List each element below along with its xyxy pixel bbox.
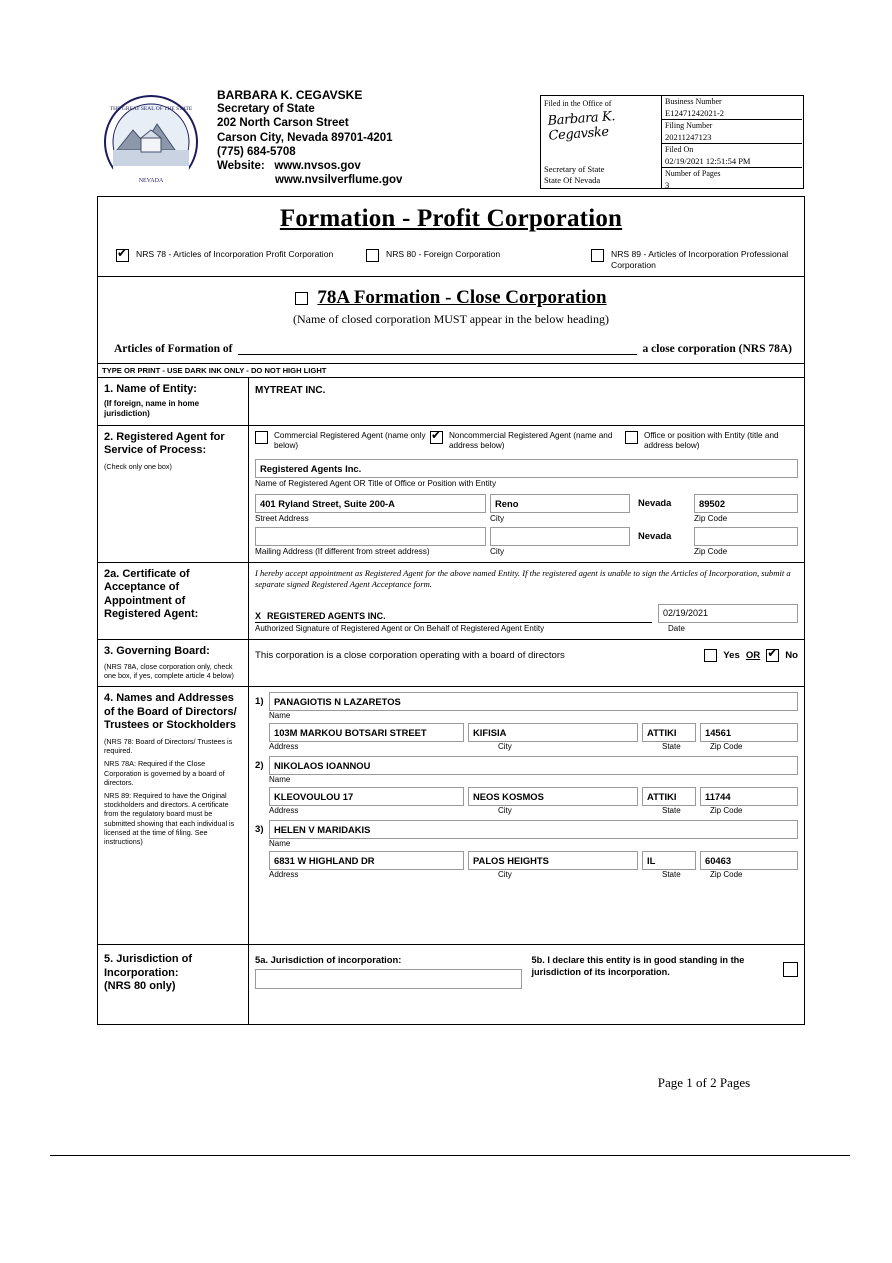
governing-board-question: This corporation is a close corporation operating with a board of directors	[255, 649, 565, 661]
section-3-label-column	[98, 640, 249, 687]
section-1-heading: 1. Name of Entity:	[104, 383, 197, 395]
secretary-name: BARBARA K. CEGAVSKE	[217, 88, 363, 102]
director-zip-input[interactable]: 60463	[700, 851, 798, 870]
good-standing-checkbox[interactable]	[783, 962, 798, 977]
section-2-value-column	[249, 426, 804, 562]
filed-on-label: Filed On	[665, 145, 694, 154]
section-2	[98, 426, 804, 563]
governing-board-no-checkbox[interactable]	[766, 649, 779, 662]
commercial-agent-label: Commercial Registered Agent (name only below)	[274, 430, 426, 450]
section-4-note-2: NRS 78A: Required if the Close Corporation is governed by a board of directors.	[104, 759, 225, 787]
agency-block	[217, 88, 402, 187]
section-5-subheading: (NRS 80 only)	[104, 980, 176, 993]
signature-caption: Authorized Signature of Registered Agent or On Behalf of Registered Agent Entity	[255, 623, 545, 633]
filed-on-value: 02/19/2021 12:51:54 PM	[665, 155, 751, 166]
filing-stamp-right	[662, 96, 802, 188]
section-2-label-column	[98, 426, 249, 562]
director-zip-caption: Zip Code	[710, 870, 743, 880]
agency-phone: (775) 684-5708	[217, 145, 296, 158]
section-5	[98, 945, 804, 1024]
director-city-caption: City	[498, 806, 512, 816]
agent-mailing-zip-caption: Zip Code	[694, 546, 728, 556]
agent-mailing-state-value: Nevada	[634, 527, 690, 544]
director-city-input[interactable]: NEOS KOSMOS	[468, 787, 638, 806]
form-title-band	[98, 197, 804, 277]
website-secondary: www.nvsilverflume.gov	[275, 174, 403, 187]
section-4-note-3: NRS 89: Required to have the Original stockholders and directors. A certificate from the regulatory board must be submitted showing that each individual is licensed at the time of filing. See instructions)	[104, 790, 235, 846]
svg-text:THE GREAT SEAL OF THE STATE: THE GREAT SEAL OF THE STATE	[109, 106, 193, 112]
secretary-signature: Barbara K. Cegavske	[547, 109, 616, 144]
agency-address-1: 202 North Carson Street	[217, 117, 349, 130]
section-1-label-column	[98, 378, 249, 425]
nrs-80-label: NRS 80 - Foreign Corporation	[386, 249, 501, 259]
jurisdiction-label: 5a. Jurisdiction of incorporation:	[255, 954, 402, 966]
agent-signature-value: REGISTERED AGENTS INC.	[267, 610, 386, 621]
director-entry	[255, 820, 798, 879]
section-1	[98, 378, 804, 426]
director-address-input[interactable]: 103M MARKOU BOTSARI STREET	[269, 723, 464, 742]
secretary-title: Secretary of State	[217, 103, 315, 116]
articles-of-formation-row	[98, 341, 804, 355]
date-caption: Date	[668, 623, 685, 633]
agent-signature-input[interactable]	[255, 611, 652, 623]
nrs-78-label: NRS 78 - Articles of Incorporation Profit Corporation	[136, 249, 334, 259]
articles-name-input[interactable]	[238, 341, 636, 355]
agent-street-caption: Street Address	[255, 513, 309, 523]
section-2-heading-note: (Check only one box)	[104, 461, 172, 471]
agent-mailing-zip-input[interactable]	[694, 527, 798, 546]
director-name-input[interactable]: HELEN V MARIDAKIS	[269, 820, 798, 839]
footer-divider	[50, 1155, 850, 1156]
filed-in-office-label: Filed in the Office of	[544, 99, 612, 108]
office-position-label: Office or position with Entity (title and address below)	[644, 430, 779, 450]
agent-mailing-input[interactable]	[255, 527, 486, 546]
acceptance-signature-row	[255, 604, 798, 623]
nrs-option-row	[98, 249, 804, 270]
number-of-pages-label: Number of Pages	[665, 169, 721, 178]
section-5-label-column	[98, 945, 249, 1024]
website-primary: www.nvsos.gov	[274, 160, 361, 173]
filing-number-value: 20211247123	[665, 131, 712, 142]
close-corporation-band	[98, 277, 804, 364]
section-5-heading: 5. Jurisdiction of Incorporation:	[104, 953, 193, 979]
website-label: Website:	[217, 160, 265, 173]
director-name-input[interactable]: NIKOLAOS IOANNOU	[269, 756, 798, 775]
director-entry	[255, 692, 798, 751]
agency-address-2: Carson City, Nevada 89701-4201	[217, 131, 393, 144]
section-4	[98, 687, 804, 945]
nrs-80-option[interactable]	[366, 249, 591, 262]
filing-stamp	[540, 95, 804, 189]
form-title: Formation - Profit Corporation	[279, 205, 623, 232]
articles-suffix: a close corporation (NRS 78A)	[642, 343, 792, 355]
director-name-caption: Name	[269, 775, 291, 785]
section-2a-value-column	[249, 563, 804, 639]
section-3	[98, 640, 804, 688]
agent-state-value: Nevada	[634, 494, 690, 511]
agent-street-input[interactable]: 401 Ryland Street, Suite 200-A	[255, 494, 486, 513]
agent-mailing-row	[255, 527, 798, 556]
articles-label: Articles of Formation of	[114, 343, 233, 355]
agent-street-row	[255, 494, 798, 523]
director-zip-input[interactable]: 11744	[700, 787, 798, 806]
agent-mailing-caption: Mailing Address (If different from street address)	[255, 546, 430, 556]
page-number-text: Page 1 of 2 Pages	[657, 1075, 751, 1090]
governing-board-no-label: No	[785, 649, 798, 661]
director-address-input[interactable]: KLEOVOULOU 17	[269, 787, 464, 806]
director-number: 2)	[255, 760, 264, 772]
director-zip-caption: Zip Code	[710, 806, 743, 816]
section-2a	[98, 563, 804, 640]
nrs-89-checkbox[interactable]	[591, 249, 604, 262]
agent-city-caption: City	[490, 513, 505, 523]
filing-stamp-left	[541, 96, 662, 188]
agent-mailing-city-caption: City	[490, 546, 505, 556]
director-address-caption: Address	[269, 742, 299, 752]
director-zip-input[interactable]: 14561	[700, 723, 798, 742]
director-address-caption: Address	[269, 870, 299, 880]
agent-mailing-city-input[interactable]	[490, 527, 630, 546]
close-corporation-note: (Name of closed corporation MUST appear in the below heading)	[292, 312, 609, 326]
director-city-caption: City	[498, 870, 512, 880]
noncommercial-agent-label: Noncommercial Registered Agent (name and address below)	[449, 430, 613, 450]
registered-agent-options	[255, 431, 798, 451]
section-4-value-column	[249, 687, 804, 944]
agent-name-caption: Name of Registered Agent OR Title of Office or Position with Entity	[255, 478, 497, 488]
business-number-label: Business Number	[665, 97, 722, 106]
page-footer	[0, 1075, 892, 1091]
director-address-input[interactable]: 6831 W HIGHLAND DR	[269, 851, 464, 870]
state-seal-icon	[103, 94, 199, 190]
state-of-nevada-label: State Of Nevada	[544, 175, 601, 185]
nrs-89-option[interactable]	[591, 249, 790, 270]
section-3-heading: 3. Governing Board:	[104, 644, 210, 657]
agency-website-row	[217, 159, 402, 173]
noncommercial-agent-option[interactable]	[430, 431, 625, 451]
director-number: 1)	[255, 696, 264, 708]
director-city-input[interactable]: PALOS HEIGHTS	[468, 851, 638, 870]
director-address-caption: Address	[269, 806, 299, 816]
governing-board-yes-checkbox[interactable]	[704, 649, 717, 662]
form-container	[97, 196, 805, 1025]
director-number: 3)	[255, 824, 264, 836]
section-4-label-column	[98, 687, 249, 944]
agent-zip-caption: Zip Code	[694, 513, 728, 523]
agent-city-input[interactable]: Reno	[490, 494, 630, 513]
governing-board-answer	[704, 649, 798, 662]
jurisdiction-input[interactable]	[255, 969, 522, 989]
director-name-input[interactable]: PANAGIOTIS N LAZARETOS	[269, 692, 798, 711]
close-corporation-checkbox[interactable]	[295, 292, 308, 305]
commercial-agent-option[interactable]	[255, 431, 430, 451]
section-2-heading: 2. Registered Agent for Service of Process:	[104, 430, 225, 456]
section-2a-heading: 2a. Certificate of Acceptance of Appointment of Registered Agent:	[104, 567, 199, 620]
governing-board-or-label: OR	[745, 649, 761, 661]
type-or-print-note: TYPE OR PRINT - USE DARK INK ONLY - DO NOT HIGH LIGHT	[98, 364, 804, 378]
director-name-caption: Name	[269, 839, 291, 849]
director-state-input[interactable]: ATTIKI	[642, 787, 696, 806]
good-standing-label: 5b. I declare this entity is in good standing in the jurisdiction of its incorporation.	[531, 955, 745, 978]
acceptance-statement: I hereby accept appointment as Registered Agent for the above named Entity. If the registered agent is unable to sign the Articles of Incorporation, submit a separate signed Registered Agent Acceptance form.	[255, 567, 791, 589]
section-4-note-1: (NRS 78: Board of Directors/ Trustees is required.	[104, 736, 233, 756]
entity-name-value[interactable]: MYTREAT INC.	[255, 385, 326, 396]
section-3-value-column	[249, 640, 804, 687]
agent-zip-input[interactable]: 89502	[694, 494, 798, 513]
director-state-input[interactable]: ATTIKI	[642, 723, 696, 742]
governing-board-yes-label: Yes	[723, 649, 740, 661]
agent-name-input[interactable]: Registered Agents Inc.	[255, 459, 798, 478]
section-5-value-column	[249, 945, 804, 1024]
nrs-80-checkbox[interactable]	[366, 249, 379, 262]
section-2a-label-column	[98, 563, 249, 639]
office-position-option[interactable]	[625, 431, 798, 451]
secretary-of-state-label: Secretary of State	[544, 164, 605, 174]
director-city-caption: City	[498, 742, 512, 752]
director-entry	[255, 756, 798, 815]
section-3-subheading: (NRS 78A, close corporation only, check one box, if yes, complete article 4 below)	[104, 662, 234, 681]
section-4-heading: 4. Names and Addresses of the Board of Directors/ Trustees or Stockholders	[104, 692, 237, 732]
nrs-78-option[interactable]	[116, 249, 366, 262]
close-corporation-title: 78A Formation - Close Corporation	[317, 287, 607, 308]
commercial-agent-checkbox[interactable]	[255, 431, 268, 444]
director-state-caption: State	[662, 806, 681, 816]
director-name-caption: Name	[269, 711, 291, 721]
nrs-89-label: NRS 89 - Articles of Incorporation Professional Corporation	[611, 249, 789, 270]
director-state-input[interactable]: IL	[642, 851, 696, 870]
filing-number-label: Filing Number	[665, 121, 713, 130]
section-1-subheading: (If foreign, name in home jurisdiction)	[104, 398, 200, 418]
director-zip-caption: Zip Code	[710, 742, 743, 752]
noncommercial-agent-checkbox[interactable]	[430, 431, 443, 444]
director-state-caption: State	[662, 742, 681, 752]
number-of-pages-value: 3	[665, 179, 670, 190]
signature-x-mark: X	[255, 610, 262, 621]
acceptance-date-input[interactable]: 02/19/2021	[658, 604, 798, 623]
director-city-input[interactable]: KIFISIA	[468, 723, 638, 742]
director-state-caption: State	[662, 870, 681, 880]
section-1-value-column	[249, 378, 804, 425]
nrs-78-checkbox[interactable]	[116, 249, 129, 262]
business-number-value: E12471242021-2	[665, 107, 725, 118]
office-position-checkbox[interactable]	[625, 431, 638, 444]
svg-text:NEVADA: NEVADA	[138, 178, 164, 184]
